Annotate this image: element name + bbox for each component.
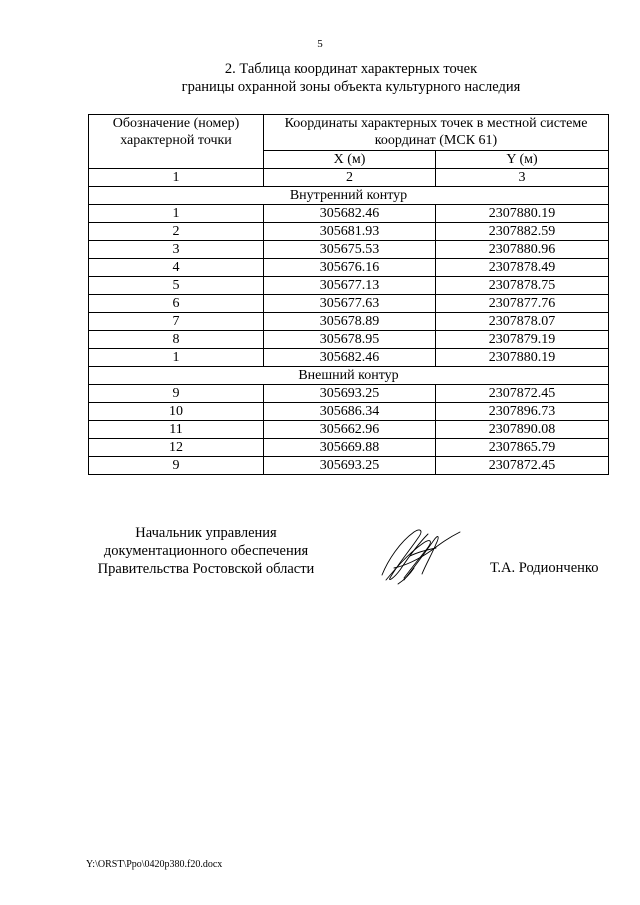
x-coordinate-cell: 305678.95 xyxy=(264,331,436,349)
header-point-designation: Обозначение (номер) характерной точки xyxy=(89,115,264,169)
y-coordinate-cell: 2307880.19 xyxy=(436,349,609,367)
table-title xyxy=(0,60,640,96)
point-number-cell: 2 xyxy=(89,223,264,241)
point-number-cell: 5 xyxy=(89,277,264,295)
table-row xyxy=(89,313,609,331)
position-line-1: Начальник управления xyxy=(135,525,277,541)
index-cell: 2 xyxy=(264,169,436,187)
point-number-cell: 9 xyxy=(89,457,264,475)
header-y: Y (м) xyxy=(436,151,609,169)
index-cell: 1 xyxy=(89,169,264,187)
table-row xyxy=(89,295,609,313)
y-coordinate-cell: 2307872.45 xyxy=(436,385,609,403)
x-coordinate-cell: 305677.13 xyxy=(264,277,436,295)
y-coordinate-cell: 2307880.96 xyxy=(436,241,609,259)
table-row xyxy=(89,385,609,403)
x-coordinate-cell: 305676.16 xyxy=(264,259,436,277)
point-number-cell: 8 xyxy=(89,331,264,349)
page-number: 5 xyxy=(317,38,323,50)
point-number-cell: 12 xyxy=(89,439,264,457)
signature-position xyxy=(88,524,324,578)
coordinates-table xyxy=(88,114,609,475)
y-coordinate-cell: 2307882.59 xyxy=(436,223,609,241)
signer-name: Т.А. Родионченко xyxy=(490,560,599,576)
handwritten-signature xyxy=(374,520,464,590)
point-number-cell: 6 xyxy=(89,295,264,313)
header-row xyxy=(89,115,609,151)
table-row xyxy=(89,403,609,421)
position-line-2: документационного обеспечения xyxy=(103,543,309,559)
section-row xyxy=(89,367,609,385)
point-number-cell: 1 xyxy=(89,349,264,367)
x-coordinate-cell: 305681.93 xyxy=(264,223,436,241)
point-number-cell: 9 xyxy=(89,385,264,403)
section-title: Внешний контур xyxy=(89,367,609,385)
table-title-line-2: границы охранной зоны объекта культурного наследия xyxy=(181,79,521,95)
y-coordinate-cell: 2307896.73 xyxy=(436,403,609,421)
point-number-cell: 7 xyxy=(89,313,264,331)
index-row xyxy=(89,169,609,187)
table-title-line-1: 2. Таблица координат характерных точек xyxy=(224,61,478,77)
x-coordinate-cell: 305662.96 xyxy=(264,421,436,439)
x-coordinate-cell: 305686.34 xyxy=(264,403,436,421)
table-row xyxy=(89,277,609,295)
section-title: Внутренний контур xyxy=(89,187,609,205)
file-path: Y:\ORST\Ppo\0420p380.f20.docx xyxy=(86,859,223,870)
y-coordinate-cell: 2307890.08 xyxy=(436,421,609,439)
x-coordinate-cell: 305693.25 xyxy=(264,457,436,475)
y-coordinate-cell: 2307878.75 xyxy=(436,277,609,295)
x-coordinate-cell: 305682.46 xyxy=(264,205,436,223)
position-line-3: Правительства Ростовской области xyxy=(97,561,315,577)
x-coordinate-cell: 305682.46 xyxy=(264,349,436,367)
y-coordinate-cell: 2307872.45 xyxy=(436,457,609,475)
y-coordinate-cell: 2307878.07 xyxy=(436,313,609,331)
table-row xyxy=(89,223,609,241)
x-coordinate-cell: 305693.25 xyxy=(264,385,436,403)
y-coordinate-cell: 2307879.19 xyxy=(436,331,609,349)
table-row xyxy=(89,241,609,259)
point-number-cell: 10 xyxy=(89,403,264,421)
point-number-cell: 4 xyxy=(89,259,264,277)
index-cell: 3 xyxy=(436,169,609,187)
x-coordinate-cell: 305669.88 xyxy=(264,439,436,457)
section-row xyxy=(89,187,609,205)
y-coordinate-cell: 2307880.19 xyxy=(436,205,609,223)
x-coordinate-cell: 305677.63 xyxy=(264,295,436,313)
table-row xyxy=(89,349,609,367)
x-coordinate-cell: 305675.53 xyxy=(264,241,436,259)
y-coordinate-cell: 2307865.79 xyxy=(436,439,609,457)
point-number-cell: 3 xyxy=(89,241,264,259)
y-coordinate-cell: 2307878.49 xyxy=(436,259,609,277)
header-x: X (м) xyxy=(264,151,436,169)
table-row xyxy=(89,439,609,457)
header-coordinates: Координаты характерных точек в местной системе координат (МСК 61) xyxy=(264,115,609,151)
x-coordinate-cell: 305678.89 xyxy=(264,313,436,331)
table-row xyxy=(89,205,609,223)
table-row xyxy=(89,457,609,475)
table-row xyxy=(89,331,609,349)
table-row xyxy=(89,421,609,439)
point-number-cell: 1 xyxy=(89,205,264,223)
point-number-cell: 11 xyxy=(89,421,264,439)
table-row xyxy=(89,259,609,277)
y-coordinate-cell: 2307877.76 xyxy=(436,295,609,313)
